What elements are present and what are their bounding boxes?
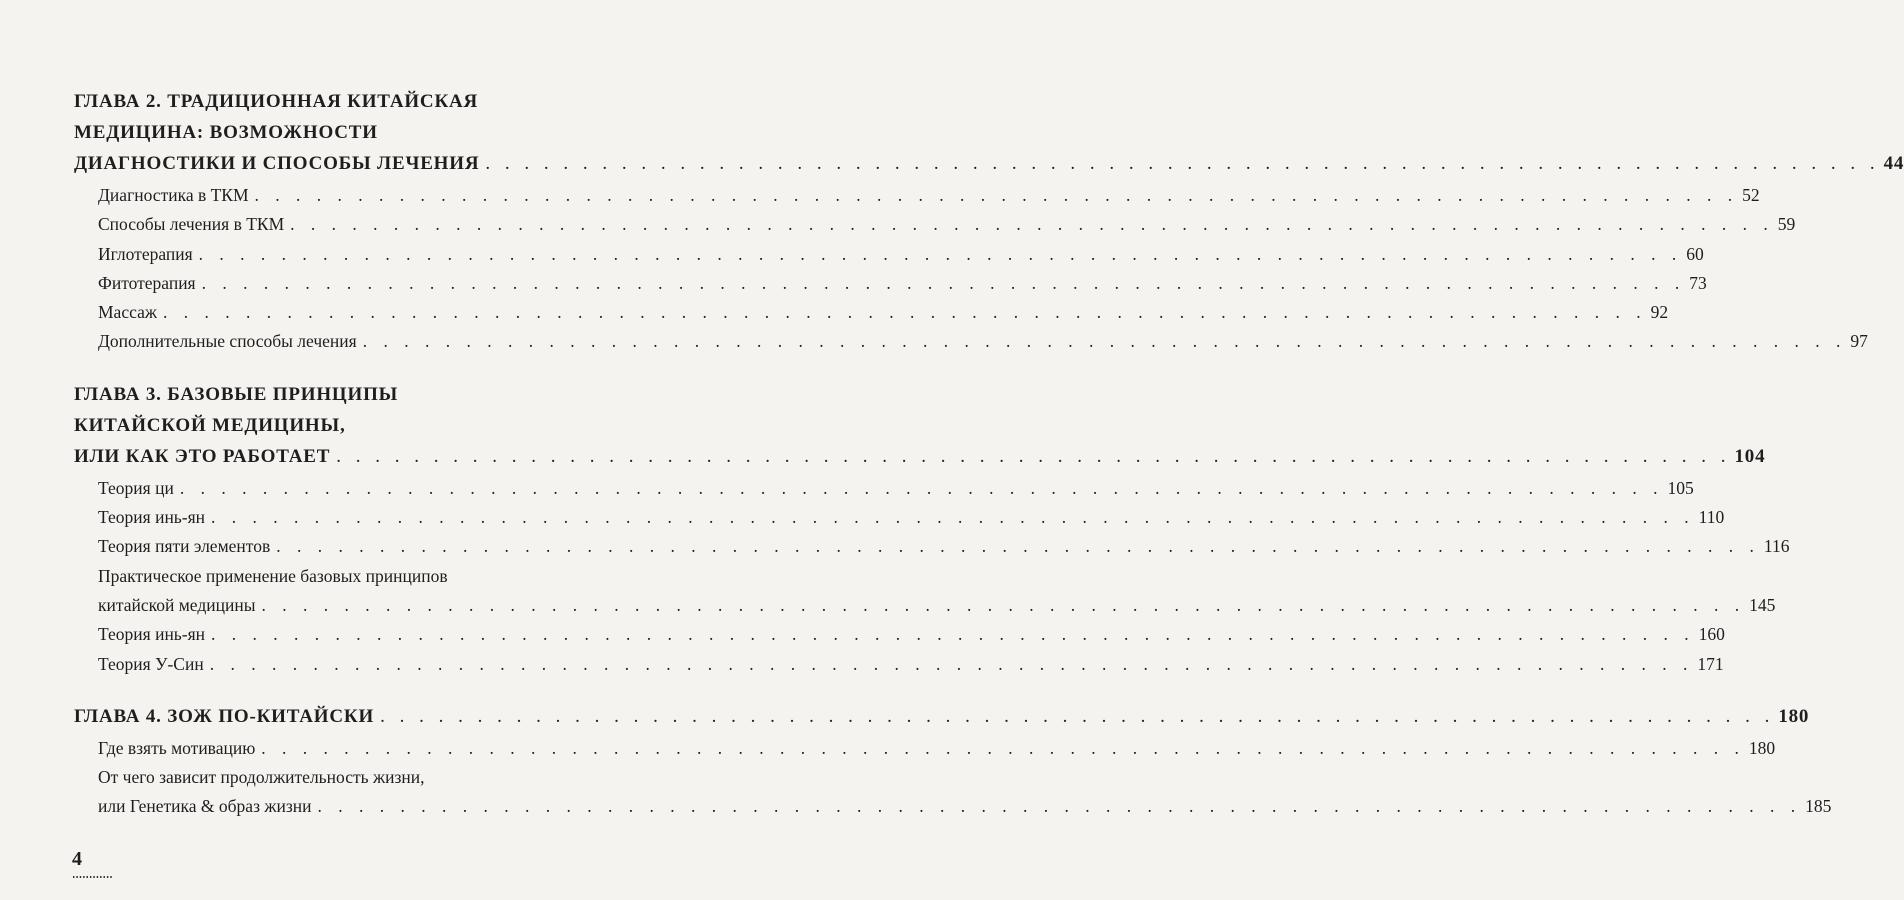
chapter-title-line	[74, 148, 1904, 179]
chapter-title-line	[74, 86, 626, 117]
dot-leader: . . . . . . . . . . . . . . . . . . . . . . . . . . . . . . . . . . . . . . . . . . . . . . . . . . . . . . . . . . . . . . . . . . . . . . . .	[254, 185, 1739, 205]
dot-leader: . . . . . . . . . . . . . . . . . . . . . . . . . . . . . . . . . . . . . . . . . . . . . . . . . . . . . . . . . . . . . . . . . . . . . . . .	[201, 272, 1686, 293]
page-number: 4	[72, 848, 82, 870]
chapter-page-number: 104	[1734, 445, 1766, 467]
chapter-title-text: ИЛИ КАК ЭТО РАБОТАЕТ	[74, 445, 331, 467]
dot-leader: . . . . . . . . . . . . . . . . . . . . . . . . . . . . . . . . . . . . . . . . . . . . . . . . . . . . . . . . . . . . . . . . . . . . . . . .	[317, 796, 1802, 817]
toc-entry-page-number: 92	[1650, 302, 1669, 323]
toc-entry-line	[74, 620, 1725, 649]
toc-entry-line	[74, 269, 1707, 298]
dot-leader: . . . . . . . . . . . . . . . . . . . . . . . . . . . . . . . . . . . . . . . . . . . . . . . . . . . . . . . . . . . . . . . . . . . . . . . .	[211, 507, 1695, 528]
chapter-page-number: 44	[1883, 153, 1904, 174]
dot-leader: . . . . . . . . . . . . . . . . . . . . . . . . . . . . . . . . . . . . . . . . . . . . . . . . . . . . . . . . . . . . . . . . . . . . . . . .	[290, 214, 1774, 235]
toc-entry-line	[74, 474, 1694, 503]
toc-entry-text: китайской медицины	[98, 594, 256, 615]
chapter-title-line	[74, 379, 626, 410]
toc-entry-line	[74, 298, 1669, 327]
toc-entry-line	[74, 181, 1760, 210]
toc-entry-line	[74, 734, 1776, 763]
toc-entry-page-number: 73	[1689, 272, 1707, 293]
toc-entry-text: Теория инь-ян	[98, 624, 206, 645]
toc-entry-line	[74, 210, 1796, 239]
toc-entry-text: Фитотерапия	[98, 272, 196, 293]
dot-leader: . . . . . . . . . . . . . . . . . . . . . . . . . . . . . . . . . . . . . . . . . . . . . . . . . . . . . . . . . . . . . . . . . . . . . . . .	[162, 302, 1647, 323]
dot-leader: . . . . . . . . . . . . . . . . . . . . . . . . . . . . . . . . . . . . . . . . . . . . . . . . . . . . . . . . . . . . . . . . . . . . . . . .	[380, 705, 1775, 727]
toc-entry-text: Практическое применение базовых принципов	[98, 565, 448, 586]
chapter-title-text: ГЛАВА 4. ЗОЖ ПО-КИТАЙСКИ	[74, 705, 375, 727]
chapter-title-text: ГЛАВА 3. БАЗОВЫЕ ПРИНЦИПЫ	[74, 383, 399, 405]
toc-entry-line	[74, 763, 626, 792]
toc-entry-page-number: 97	[1850, 331, 1868, 352]
dot-leader: . . . . . . . . . . . . . . . . . . . . . . . . . . . . . . . . . . . . . . . . . . . . . . . . . . . . . . . . . . . . . . . . . . . . . . . .	[276, 536, 1760, 557]
chapter-page-number: 180	[1778, 705, 1810, 727]
toc-entry-line	[74, 327, 1868, 356]
chapter-title-line	[74, 441, 1766, 472]
toc-entry-page-number: 180	[1748, 737, 1776, 758]
dot-leader: . . . . . . . . . . . . . . . . . . . . . . . . . . . . . . . . . . . . . . . . . . . . . . . . . . . . . . . . . . . . . . . . . . . . . . . .	[179, 477, 1664, 498]
toc-entry-page-number: 171	[1697, 653, 1724, 674]
chapter-section	[74, 379, 1790, 679]
chapter-title-line	[74, 701, 1810, 732]
toc-entry-line	[74, 792, 1832, 821]
toc-entry-page-number: 60	[1686, 243, 1704, 264]
dot-leader: . . . . . . . . . . . . . . . . . . . . . . . . . . . . . . . . . . . . . . . . . . . . . . . . . . . . . . . . . . . . . . . . . . . . . . . .	[211, 624, 1695, 645]
dot-leader: . . . . . . . . . . . . . . . . . . . . . . . . . . . . . . . . . . . . . . . . . . . . . . . . . . . . . . . . . . . . . . . . . . . . . . . .	[336, 445, 1731, 467]
chapter-title-text: КИТАЙСКОЙ МЕДИЦИНЫ,	[74, 414, 346, 436]
toc-entry-text: Теория ци	[98, 477, 174, 498]
dot-leader: . . . . . . . . . . . . . . . . . . . . . . . . . . . . . . . . . . . . . . . . . . . . . . . . . . . . . . . . . . . . . . . . . . . . . . . .	[261, 594, 1746, 615]
toc-entry-text: Диагностика в ТКМ	[98, 185, 249, 205]
toc-entry-page-number: 110	[1698, 507, 1725, 528]
toc-entry-text: или Генетика & образ жизни	[98, 796, 312, 817]
toc-entry-page-number: 185	[1805, 796, 1832, 817]
dot-leader: . . . . . . . . . . . . . . . . . . . . . . . . . . . . . . . . . . . . . . . . . . . . . . . . . . . . . . . . . . . . . . . . . . . . . . . .	[198, 243, 1683, 264]
toc-entry-page-number: 145	[1749, 594, 1776, 615]
toc-entry-page-number: 105	[1667, 477, 1694, 498]
toc-entry-text: От чего зависит продолжительность жизни,	[98, 767, 425, 788]
toc-entry-line	[74, 650, 1724, 679]
toc-entry-text: Теория У-Син	[98, 653, 204, 674]
chapter-section	[74, 701, 1832, 822]
toc-entry-page-number: 160	[1698, 624, 1725, 645]
toc-entry-line	[74, 503, 1725, 532]
chapter-section	[74, 86, 1904, 357]
toc-entry-page-number: 116	[1763, 536, 1790, 557]
dot-leader: . . . . . . . . . . . . . . . . . . . . . . . . . . . . . . . . . . . . . . . . . . . . . . . . . . . . . . . . . . . . . . . . . . . . . . . .	[485, 153, 1880, 174]
toc-entry-line	[74, 591, 1776, 620]
dot-leader: . . . . . . . . . . . . . . . . . . . . . . . . . . . . . . . . . . . . . . . . . . . . . . . . . . . . . . . . . . . . . . . . . . . . . . . .	[362, 331, 1847, 352]
table-of-contents	[74, 86, 1904, 822]
toc-entry-page-number: 59	[1777, 214, 1796, 235]
toc-entry-text: Дополнительные способы лечения	[98, 331, 357, 352]
chapter-title-line	[74, 117, 626, 148]
dot-leader: . . . . . . . . . . . . . . . . . . . . . . . . . . . . . . . . . . . . . . . . . . . . . . . . . . . . . . . . . . . . . . . . . . . . . . . .	[209, 653, 1694, 674]
toc-entry-text: Массаж	[98, 302, 157, 323]
toc-entry-line	[74, 240, 1704, 269]
toc-entry-text: Где взять мотивацию	[98, 737, 256, 758]
page-number-dotted-rule	[72, 876, 112, 878]
chapter-title-text: ДИАГНОСТИКИ И СПОСОБЫ ЛЕЧЕНИЯ	[74, 153, 480, 174]
chapter-title-text: ГЛАВА 2. ТРАДИЦИОННАЯ КИТАЙСКАЯ	[74, 91, 479, 112]
toc-entry-text: Иглотерапия	[98, 243, 193, 264]
dot-leader: . . . . . . . . . . . . . . . . . . . . . . . . . . . . . . . . . . . . . . . . . . . . . . . . . . . . . . . . . . . . . . . . . . . . . . . .	[261, 737, 1745, 758]
toc-entry-text: Теория пяти элементов	[98, 536, 271, 557]
toc-entry-line	[74, 562, 626, 591]
toc-entry-text: Теория инь-ян	[98, 507, 206, 528]
toc-entry-page-number: 52	[1742, 185, 1760, 205]
chapter-title-text: МЕДИЦИНА: ВОЗМОЖНОСТИ	[74, 122, 378, 143]
toc-entry-line	[74, 532, 1790, 561]
toc-entry-text: Способы лечения в ТКМ	[98, 214, 285, 235]
chapter-title-line	[74, 410, 626, 441]
